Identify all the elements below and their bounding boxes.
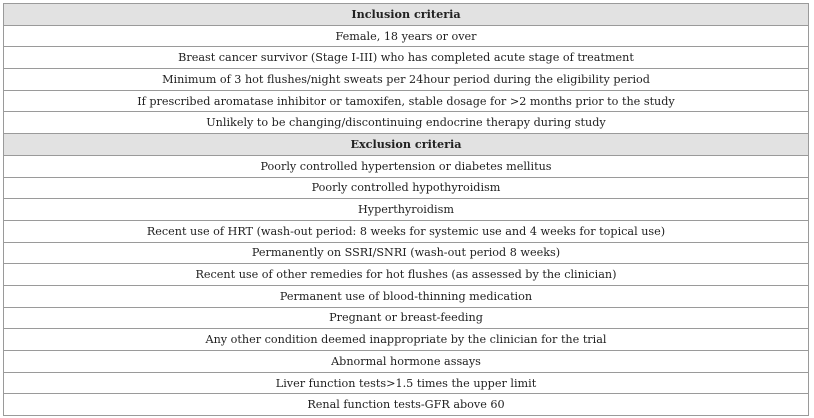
exclusion-row xyxy=(4,307,809,329)
exclusion-row xyxy=(4,372,809,394)
exclusion-criterion: Any other condition deemed inappropriate by the clinician for the trial xyxy=(4,329,809,351)
exclusion-criterion: Liver function tests>1.5 times the upper limit xyxy=(4,372,809,394)
inclusion-section-header-row xyxy=(4,4,809,26)
exclusion-row xyxy=(4,394,809,416)
exclusion-row xyxy=(4,242,809,264)
exclusion-criterion: Recent use of HRT (wash-out period: 8 weeks for systemic use and 4 weeks for topical use) xyxy=(4,220,809,242)
inclusion-criterion: If prescribed aromatase inhibitor or tamoxifen, stable dosage for >2 months prior to the study xyxy=(4,90,809,112)
exclusion-criterion: Pregnant or breast-feeding xyxy=(4,307,809,329)
inclusion-row xyxy=(4,47,809,69)
exclusion-criterion: Recent use of other remedies for hot flushes (as assessed by the clinician) xyxy=(4,264,809,286)
exclusion-criterion: Poorly controlled hypertension or diabetes mellitus xyxy=(4,155,809,177)
inclusion-criteria-heading: Inclusion criteria xyxy=(4,4,809,26)
exclusion-criterion: Hyperthyroidism xyxy=(4,199,809,221)
inclusion-row xyxy=(4,112,809,134)
exclusion-criterion: Poorly controlled hypothyroidism xyxy=(4,177,809,199)
inclusion-criterion: Female, 18 years or over xyxy=(4,25,809,47)
exclusion-row xyxy=(4,199,809,221)
exclusion-row xyxy=(4,264,809,286)
criteria-table xyxy=(3,3,809,416)
inclusion-criterion: Unlikely to be changing/discontinuing endocrine therapy during study xyxy=(4,112,809,134)
exclusion-section-header-row xyxy=(4,134,809,156)
inclusion-criterion: Breast cancer survivor (Stage I-III) who has completed acute stage of treatment xyxy=(4,47,809,69)
exclusion-row xyxy=(4,285,809,307)
exclusion-criterion: Permanent use of blood-thinning medication xyxy=(4,285,809,307)
exclusion-row xyxy=(4,220,809,242)
exclusion-criterion: Permanently on SSRI/SNRI (wash-out period 8 weeks) xyxy=(4,242,809,264)
exclusion-row xyxy=(4,177,809,199)
exclusion-criterion: Renal function tests-GFR above 60 xyxy=(4,394,809,416)
inclusion-row xyxy=(4,69,809,91)
exclusion-row xyxy=(4,351,809,373)
inclusion-row xyxy=(4,25,809,47)
inclusion-criterion: Minimum of 3 hot flushes/night sweats per 24hour period during the eligibility period xyxy=(4,69,809,91)
exclusion-row xyxy=(4,155,809,177)
exclusion-row xyxy=(4,329,809,351)
exclusion-criteria-heading: Exclusion criteria xyxy=(4,134,809,156)
inclusion-row xyxy=(4,90,809,112)
criteria-table-body xyxy=(4,4,809,416)
exclusion-criterion: Abnormal hormone assays xyxy=(4,351,809,373)
